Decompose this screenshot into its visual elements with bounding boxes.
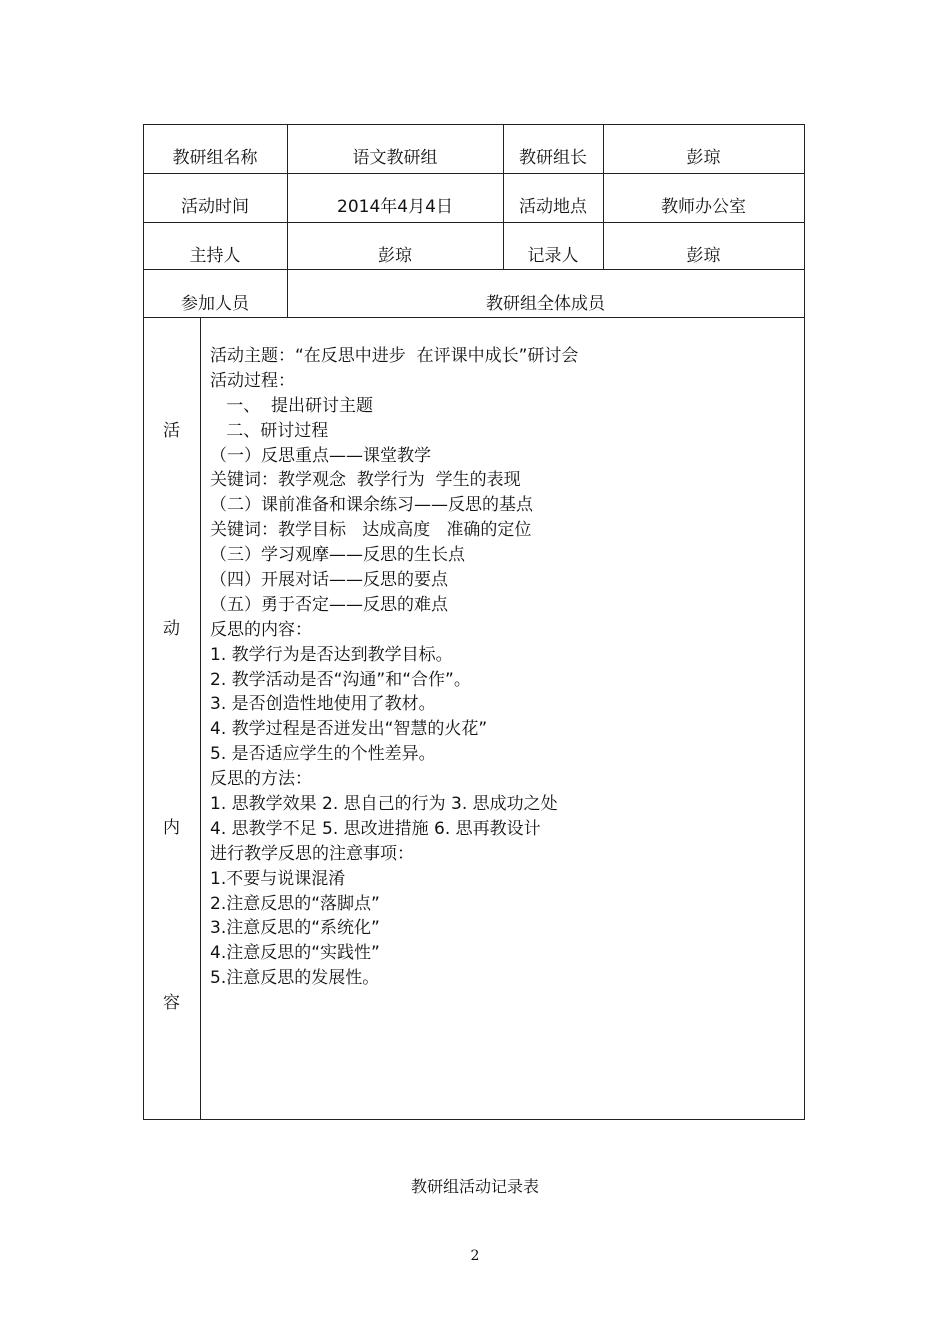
activity-time-label: 活动时间 xyxy=(181,197,249,217)
content-line: （一）反思重点——课堂教学 xyxy=(210,445,431,466)
content-line: 2. 教学活动是否“沟通”和“合作”。 xyxy=(210,669,471,690)
content-line: 3. 是否创造性地使用了教材。 xyxy=(210,694,436,715)
content-line: 3.注意反思的“系统化” xyxy=(210,918,380,939)
content-line: 反思的方法： xyxy=(210,769,312,790)
page-number: 2 xyxy=(470,1248,480,1264)
activity-location-label: 活动地点 xyxy=(519,197,587,217)
content-line: 二、研讨过程 xyxy=(210,420,329,441)
content-label-char: 动 xyxy=(163,619,180,639)
host-value: 彭琼 xyxy=(378,246,412,266)
content-line: 关键词：教学目标 达成高度 准确的定位 xyxy=(210,520,532,541)
team-leader-label: 教研组长 xyxy=(519,148,587,168)
host-label: 主持人 xyxy=(189,246,241,266)
team-name-label: 教研组名称 xyxy=(172,148,258,168)
content-line: 5. 是否适应学生的个性差异。 xyxy=(210,744,436,765)
document-caption: 教研组活动记录表 xyxy=(410,1177,539,1196)
content-line: 1. 思教学效果 2. 思自己的行为 3. 思成功之处 xyxy=(210,794,558,815)
content-line: 反思的内容： xyxy=(210,619,312,640)
recorder-label: 记录人 xyxy=(527,246,579,266)
activity-content xyxy=(210,344,800,991)
content-label-char: 容 xyxy=(163,993,180,1013)
content-line: 1.不要与说课混淆 xyxy=(210,868,346,889)
participants-label: 参加人员 xyxy=(181,294,249,314)
content-line: （三）学习观摩——反思的生长点 xyxy=(210,545,465,566)
team-leader-value: 彭琼 xyxy=(686,148,721,168)
content-line: （四）开展对话——反思的要点 xyxy=(210,570,448,591)
participants-value: 教研组全体成员 xyxy=(486,294,605,314)
activity-location-value: 教师办公室 xyxy=(661,197,746,217)
activity-time-value: 2014年4月4日 xyxy=(337,197,453,217)
content-line: 5.注意反思的发展性。 xyxy=(210,968,380,989)
content-line: 一、 提出研讨主题 xyxy=(210,395,374,416)
content-line: 进行教学反思的注意事项： xyxy=(210,843,414,864)
team-name-value: 语文教研组 xyxy=(352,148,438,168)
content-line: （二）课前准备和课余练习——反思的基点 xyxy=(210,495,533,516)
content-line: 4.注意反思的“实践性” xyxy=(210,943,380,964)
recorder-value: 彭琼 xyxy=(686,246,721,266)
content-line: 1. 教学行为是否达到教学目标。 xyxy=(210,644,453,665)
content-line: 关键词：教学观念 教学行为 学生的表现 xyxy=(210,470,521,491)
content-line: （五）勇于否定——反思的难点 xyxy=(210,594,448,615)
content-line: 4. 教学过程是否迸发出“智慧的火花” xyxy=(210,719,488,740)
content-label-char: 活 xyxy=(163,421,180,441)
content-line: 2.注意反思的“落脚点” xyxy=(210,893,380,914)
content-line: 活动过程： xyxy=(210,370,295,391)
content-line: 活动主题：“在反思中进步 在评课中成长”研讨会 xyxy=(210,346,579,366)
content-line: 4. 思教学不足 5. 思改进措施 6. 思再教设计 xyxy=(210,818,541,839)
content-label-char: 内 xyxy=(163,818,180,838)
